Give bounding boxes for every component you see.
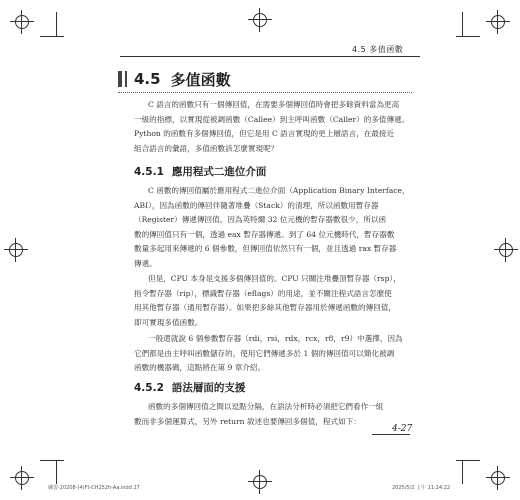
registration-mark-bottom-center xyxy=(248,470,272,494)
text-line: C 函數的傳回值屬於應用程式二進位介面（Application Binary Interface， xyxy=(148,186,410,195)
text-line: 數的傳回值只有一個，透過 eax 暫存器傳遞。到了 64 位元機時代，暫存器數 xyxy=(134,229,395,239)
subsection-number: 4.5.1 xyxy=(134,166,164,178)
registration-mark-bottom-left xyxy=(10,466,34,490)
registration-mark-top-left xyxy=(10,10,34,34)
registration-mark-top-right xyxy=(486,10,510,34)
text-line: 數量多起用來傳遞的 6 個參數，但傳回值依然只有一個，並且透過 rax 暫存器 xyxy=(134,244,397,254)
dotted-rule xyxy=(118,92,412,93)
running-header: 4.5 多值函數 xyxy=(352,45,404,54)
crop-mark xyxy=(40,460,64,461)
heading-bar-thin-icon xyxy=(125,71,127,87)
subsection-number: 4.5.2 xyxy=(134,382,164,394)
crop-mark xyxy=(456,36,480,37)
crop-mark xyxy=(462,460,463,484)
section-heading xyxy=(118,68,231,90)
subsection-heading-1 xyxy=(134,164,266,179)
subsection-title: 應用程式二進位介面 xyxy=(171,166,267,178)
paragraph-syntax xyxy=(134,400,412,429)
text-line: 但是，CPU 本身是支援多個傳回值的。CPU 只關注堆疊頂暫存器（rsp）， xyxy=(148,274,401,283)
registration-mark-top-center xyxy=(248,8,272,32)
paragraph-abi xyxy=(134,184,412,272)
text-line: Python 的函數有多個傳回值，但它是用 C 語言實現的更上層語言，在最接近 xyxy=(134,129,395,139)
registration-mark-left-middle xyxy=(4,238,28,262)
page-number: 4-27 xyxy=(392,424,413,434)
text-line: 用其他暫存器（通用暫存器）。如果把多餘其他暫存器用於傳遞函數的傳回值， xyxy=(134,303,396,313)
text-line: 一級的指標，以實現從被調函數（Callee）到主呼叫函數（Caller）的多值傳遞。 xyxy=(134,114,410,124)
text-line: C 語言的函數只有一個傳回值，在需要多個傳回值時會把多餘資料當為更高 xyxy=(148,100,400,109)
intro-paragraph xyxy=(134,98,412,156)
text-line: 它們都是由主呼叫函數儲存的，使用它們傳遞多於 1 個的傳回值可以簡化被調 xyxy=(134,348,395,358)
text-line: （Register）傳遞傳回值。因為英特爾 32 位元機的暫存器數很少，所以函 xyxy=(134,215,387,225)
crop-mark xyxy=(56,460,57,484)
registration-mark-bottom-right xyxy=(486,466,510,490)
text-line: 數而非多個運算式，另外 return 敘述也要傳回多個值，程式如下： xyxy=(134,416,361,426)
text-line: ABI），因為函數的傳回伴隨著堆疊（Stack）的清理，所以函數用暫存器 xyxy=(134,200,379,210)
heading-bar-icon xyxy=(118,71,122,87)
subsection-title: 語法層面的支援 xyxy=(171,382,246,394)
text-line: 一般還就說 6 個參數暫存器（rdi，rsi，rdx，rcx，r8，r9）中選擇，因為 xyxy=(148,334,403,343)
crop-mark xyxy=(40,36,64,37)
registration-mark-right-middle xyxy=(494,238,518,262)
text-line: 組合語言的彙語，多值函數該怎麼實現呢？ xyxy=(134,143,279,153)
crop-mark xyxy=(56,12,57,36)
text-line: 即可實現多值函數。 xyxy=(134,317,203,327)
footer-slug-left: 練習-20208-(4)Ft-CH252h-Aa.indd 27 xyxy=(48,485,140,491)
header-rule xyxy=(120,56,420,57)
paragraph-cpu xyxy=(134,272,412,330)
text-line: 指令暫存器（rip），標識暫存器（eflags）的用途，並不關注程式語言怎麼使 xyxy=(134,288,392,298)
crop-mark xyxy=(462,12,463,36)
text-line: 傳遞。 xyxy=(134,258,157,268)
text-line: 函數的多個傳回值之間以逗點分隔，在語法分析時必須把它們看作一組 xyxy=(148,402,384,411)
section-title: 多值函數 xyxy=(170,70,231,89)
page-number-rule xyxy=(372,434,410,435)
text-line: 函數的機器碼，這點將在第 9 章介紹。 xyxy=(134,363,266,373)
paragraph-registers xyxy=(134,332,412,376)
subsection-heading-2 xyxy=(134,380,245,395)
crop-mark xyxy=(456,460,480,461)
section-number: 4.5 xyxy=(134,70,161,88)
footer-slug-right: 2025/5/2 上午 11:24:22 xyxy=(392,485,451,491)
